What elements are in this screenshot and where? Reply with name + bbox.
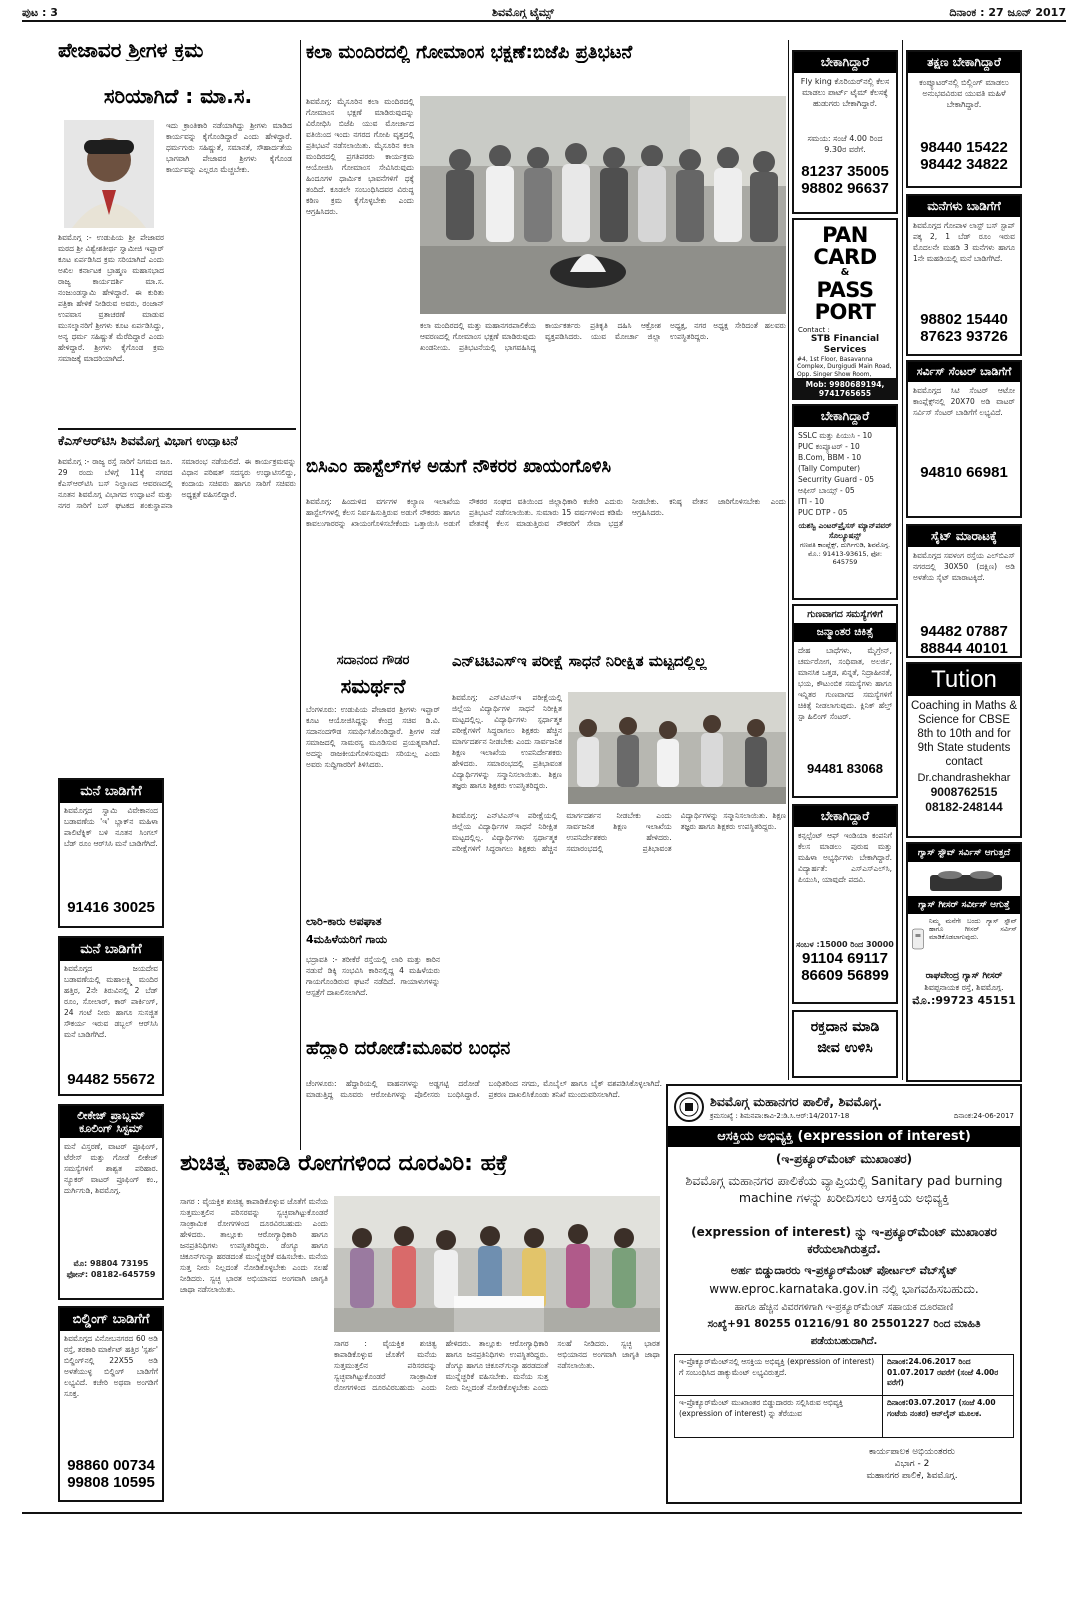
tution-body: Coaching in Maths & Science for CBSE 8th to 10th and for 9th State students contact — [910, 700, 1018, 768]
notice-eoi-title: ಆಸಕ್ತಿಯ ಅಭಿವ್ಯಕ್ತಿ (expression of interest) — [668, 1126, 1020, 1147]
headline-ksrtc: ಕೆಎಸ್‌ಆರ್‌ಟಿಸಿ ಶಿವಮೊಗ್ಗ ವಿಭಾಗ ಉದ್ಘಾಟನೆ — [58, 434, 238, 448]
job-list-item: Securrity Guard - 05 — [798, 475, 875, 484]
pejavar-body: ಶಿವಮೊಗ್ಗ :- ಉಡುಪಿಯ ಶ್ರೀ ಪೇಜಾವರ ಮಠದ ಶ್ರೀ ವಿಶ್ವೇಶತೀರ್ಥ ಸ್ವಾಮೀಜಿ ಇಫ್ತಾರ್ ಕೂಟ ಏರ್ಪಡಿಸಿದ ಕ್ರಮ ಸರಿಯಾಗಿದೆ ಎಂದು ಅಖಿಲ ಕರ್ನಾಟಕ ಬ್ರಾಹ್ಮಣ ಮಹಾಸಭಾದ ರಾಜ್ಯ ಕಾರ್ಯದರ್ಶಿ ಮಾ.ಸ. ನಂಜುಂಡಸ್ವಾಮಿ ಹೇಳಿದ್ದಾರೆ. ಈ ಕುರಿತು ಪತ್ರಿಕಾ ಹೇಳಿಕೆ ನೀಡಿರುವ ಅವರು, ರಂಜಾನ್ ಉಪವಾಸ ವ್ರತಾಚರಣೆ ಮಾಡುವ ಮುಸಲ್ಮಾನರಿಗೆ ಶ್ರೀಗಳು ಕೂಟ ಏರ್ಪಡಿಸಿದ್ದು, ಅನ್ಯ ಧರ್ಮ ಸಹಿಷ್ಣುತೆ ಮೆರೆದಿದ್ದಾರೆ ಎಂದು ಹೇಳಿದ್ದಾರೆ. ಶ್ರೀಗಳು ಕೈಗೊಂಡ ಕ್ರಮ ಸಮಾಜಕ್ಕೆ ಮಾದರಿಯಾಗಿದೆ. — [58, 233, 164, 363]
headline-pejavar-1: ಪೇಜಾವರ ಶ್ರೀಗಳ ಕ್ರಮ — [58, 40, 204, 61]
ad-phone: 91416 30025 — [67, 899, 155, 916]
column-rule — [300, 40, 301, 1150]
ad-title: ಮನೆ ಬಾಡಿಗೆಗೆ — [60, 938, 162, 961]
ad-phone: 98802 96637 — [801, 180, 889, 197]
job-list-item: B.Com, BBM - 10 — [798, 453, 862, 462]
job-list-item: PUC ಕಂಪ್ಯೂಟರ್ - 10 — [798, 442, 860, 451]
ad-title: ಬೇಕಾಗಿದ್ದಾರೆ — [794, 52, 896, 73]
ad-phone: ಫೋನ್: 08182-645759 — [66, 1270, 156, 1279]
pan-mobile: Mob: 9980689194, 9741765655 — [794, 378, 896, 400]
notice-body-2: (expression of interest) ನ್ನು ಇ-ಪ್ರಕ್ಯೂರ್‌ಮೆಂಟ್ ಮುಖಾಂತರ ಕರೆಯಲಾಗಿರುತ್ತದೆ. — [691, 1225, 997, 1256]
gas-mobile: ಮೊ.:99723 45151 — [912, 994, 1016, 1007]
ad-tution — [906, 662, 1022, 838]
cleanliness-body-cont: ಸಾಗರ : ವೈಯಕ್ತಿಕ ಶುಚಿತ್ವ ಕಾಪಾಡಿಕೊಳ್ಳುವ ಜೊತೆಗೆ ಮನೆಯ ಸುತ್ತಮುತ್ತಲಿನ ಪರಿಸರವನ್ನು ಸ್ವಚ್ಛವಾಗಿಟ್ಟುಕೊಂಡರೆ ಸಾಂಕ್ರಾಮಿಕ ರೋಗಗಳಿಂದ ದೂರವಿರಬಹುದು ಎಂದು ಹೇಳಿದರು. ತಾಲ್ಲೂಕು ಆರೋಗ್ಯಾಧಿಕಾರಿ ಹಾಗೂ ಜನಪ್ರತಿನಿಧಿಗಳು ಉಪಸ್ಥಿತರಿದ್ದರು. ಡೆಂಗ್ಯೂ ಹಾಗೂ ಚಿಕೂನ್‌ಗುನ್ಯಾ ಹರಡದಂತೆ ಮುನ್ನೆಚ್ಚರಿಕೆ ವಹಿಸಬೇಕು. ಮನೆಯ ಸುತ್ತ ನೀರು ನಿಲ್ಲದಂತೆ ನೋಡಿಕೊಳ್ಳಬೇಕು ಎಂದು ಸಲಹೆ ನೀಡಿದರು. ಸ್ವಚ್ಛ ಭಾರತ ಅಭಿಯಾನದ ಅಂಗವಾಗಿ ಜಾಗೃತಿ ಜಾಥಾ ನಡೆಸಲಾಯಿತು. — [334, 1339, 660, 1392]
ad-phone: 98442 34822 — [920, 156, 1008, 173]
ad-job-consultant — [792, 804, 898, 1004]
health-body: ದೇಹ ಬಾಧೆಗಳು, ಮೈಗ್ರೇನ್, ಚರ್ಮರೋಗ, ಸಂಧಿವಾತ, ಅಲರ್ಜಿ, ಮಾನಸಿಕ ಒತ್ತಡ, ಖಿನ್ನತೆ, ನಿದ್ರಾಹೀನತೆ, ಭಯ, ಕೌಟುಂಬಿಕ ಸಮಸ್ಯೆಗಳು ಹಾಗೂ ಇನ್ನಿತರ ಗುಣವಾಗದ ಸಮಸ್ಯೆಗಳಿಗೆ ಚಿಕಿತ್ಸೆ ನೀಡಲಾಗುವುದು. ಕ್ಲಿನಿಕ್ ಹೆಲ್ತ್ ಸ್ಪಾ ಹಿಲಿಂಗ್ ಸೆಂಟರ್. — [798, 646, 892, 721]
ad-phone: 94810 66981 — [920, 464, 1008, 481]
ad-site-sale — [906, 524, 1022, 658]
page-bottom-rule — [22, 1512, 1022, 1514]
column-rule — [788, 40, 789, 1080]
ad-phone: 91104 69117 — [802, 950, 888, 967]
geyser-title: ಗ್ಯಾಸ್ ಗೀಸರ್ ಸರ್ವೀಸ್ ಆಗುತ್ತೆ — [908, 896, 1020, 914]
ad-phone: 94482 55672 — [67, 1071, 155, 1088]
ad-phone: 98440 15422 — [920, 139, 1008, 156]
ad-body: ಶಿವಮೊಗ್ಗದ ಸ್ವಾಮಿ ವಿವೇಕಾನಂದ ಬಡಾವಣೆಯ 'ಇ' ಬ್ಲಾಕ್‌ನ ಮಹಿಳಾ ಪಾಲಿಟೆಕ್ನಿಕ್ ಬಳಿ ನೂತನ ಸಿಂಗಲ್ ಬೆಡ್ ರೂಂ ಆರ್‌ಸಿಸಿ ಮನೆ ಬಾಡಿಗೆಗಿದೆ. — [64, 806, 158, 848]
schedule-row-1-desc: ಇ-ಪ್ರೊಕ್ಯೂರ್‌ಮೆಂಟ್‌ನಲ್ಲಿ ಆಸಕ್ತಿಯ ಅಭಿವ್ಯಕ್ತಿ (expression of interest) ಗೆ ಸಂಬಂಧಿಸಿದ ಡಾಕ್ಯುಮೆಂಟ್ ಲಭ್ಯವಿರುತ್ತದೆ. — [675, 1355, 883, 1395]
gas-body: ನಿಮ್ಮ ಮನೆಗೇ ಬಂದು ಗ್ಯಾಸ್ ಸ್ಟೌವ್ ಹಾಗೂ ಗೀಸರ್ ಸರ್ವಿಸ್ ಮಾಡಿಕೊಡಲಾಗುವುದು. — [928, 917, 1017, 941]
tution-phone: 08182-248144 — [925, 800, 1003, 814]
ad-body: ಶಿವಮೊಗ್ಗದ ಸವಳಂಗ ರಸ್ತೆಯ ಎಲ್‌ಬಿಎಸ್ ನಗರದಲ್ಲಿ 30X50 (ದಕ್ಷಿಣ) ಅಡಿ ಅಳತೆಯ ಸೈಟ್ ಮಾರಾಟಕ್ಕಿದೆ. — [913, 551, 1015, 582]
passport-title: PASS PORT — [814, 278, 876, 323]
job-list-item: PUC DTP - 05 — [798, 508, 848, 517]
ad-phone: 87623 93726 — [920, 328, 1008, 345]
pejavar-lead: ಇದು ಕ್ರಾಂತಿಕಾರಿ ನಡೆಯಾಗಿದ್ದು ಶ್ರೀಗಳು ಮಾಡಿದ ಕಾರ್ಯವನ್ನು ಕೈಗೊಂಡಿದ್ದಾರೆ ಎಂದು ಹೇಳಿದ್ದಾರೆ. ಧರ್ಮಗುರು ಸಹಿಷ್ಣುತೆ, ಸಮಾನತೆ, ಸೌಹಾರ್ದತೆಯ ಭಾಗವಾಗಿ ಪೇಜಾವರ ಶ್ರೀಗಳು ಕೈಗೊಂಡ ಕಾರ್ಯವನ್ನು ಎಲ್ಲರೂ ಮೆಚ್ಚಬೇಕು. — [166, 121, 292, 174]
blood-line-1: ರಕ್ತದಾನ ಮಾಡಿ — [810, 1019, 880, 1035]
headline-accident-1: ಲಾರಿ-ಕಾರು ಅಪಘಾತ — [306, 916, 382, 928]
gas-address: ಶಿವಪ್ಪನಾಯಕ ರಸ್ತೆ, ಶಿವಮೊಗ್ಗ. — [924, 983, 1004, 992]
accident-body: ಭದ್ರಾವತಿ :- ತರೀಕೆರೆ ರಸ್ತೆಯಲ್ಲಿ ಲಾರಿ ಮತ್ತು ಕಾರಿನ ನಡುವೆ ಡಿಕ್ಕಿ ಸಂಭವಿಸಿ ಕಾರಿನಲ್ಲಿದ್ದ 4 ಮಹಿಳೆಯರು ಗಾಯಗೊಂಡಿರುವ ಘಟನೆ ನಡೆದಿದೆ. ಗಾಯಾಳುಗಳನ್ನು ಆಸ್ಪತ್ರೆಗೆ ದಾಖಲಿಸಲಾಗಿದೆ. — [306, 955, 440, 997]
headline-accident-2: 4ಮಹಿಳೆಯರಿಗೆ ಗಾಯ — [306, 934, 388, 946]
notice-website: www.eproc.karnataka.gov.in ನಲ್ಲಿ ಭಾಗವಹಿಸಬಹುದು. — [709, 1282, 979, 1296]
blood-line-2: ಜೀವ ಉಳಿಸಿ — [817, 1039, 873, 1056]
corporation-seal-icon — [674, 1092, 704, 1122]
health-subtitle: ಜನ್ಮಾಂತರ ಚಿಕಿತ್ಸೆ — [794, 623, 896, 642]
ad-body: ಕನ್ಸಲ್ಟೆಂಟ್ ಆಫ್ ಇಂಡಿಯಾ ಕಂಪನಿಗೆ ಕೆಲಸ ಮಾಡಲು ಪುರುಷ ಮತ್ತು ಮಹಿಳಾ ಅಭ್ಯರ್ಥಿಗಳು ಬೇಕಾಗಿದ್ದಾರೆ. ವಿದ್ಯಾರ್ಹತೆ: ಎಸ್‌ಎಸ್‌ಎಲ್‌ಸಿ, ಪಿಯುಸಿ, ಯಾವುದೇ ಪದವಿ. — [798, 831, 892, 884]
notice-ref-date: ದಿನಾಂಕ:24-06-2017 — [953, 1112, 1014, 1120]
headline-sadananda-2: ಸಮರ್ಥನೆ — [340, 676, 406, 697]
headline-bcm: ಬಿಸಿಎಂ ಹಾಸ್ಟೆಲ್‌ಗಳ ಅಡುಗೆ ನೌಕರರ ಖಾಯಂಗೊಳಿಸಿ — [306, 458, 612, 477]
notice-ref: ಕ್ರಮಸಂಖ್ಯೆ : ಶಿಮನಪಾ:ಕಾವಿ-2:ಡಿ.ಸಿ.ಆರ್:14/2017-18 — [710, 1112, 850, 1120]
cleanliness-photo — [334, 1196, 660, 1332]
job-list-item: (Tally Computer) — [798, 464, 861, 473]
notice-body-5: ಪಡೆಯಬಹುದಾಗಿದೆ. — [810, 1336, 878, 1347]
cleanliness-body: ಸಾಗರ : ವೈಯಕ್ತಿಕ ಶುಚಿತ್ವ ಕಾಪಾಡಿಕೊಳ್ಳುವ ಜೊತೆಗೆ ಮನೆಯ ಸುತ್ತಮುತ್ತಲಿನ ಪರಿಸರವನ್ನು ಸ್ವಚ್ಛವಾಗಿಟ್ಟುಕೊಂಡರೆ ಸಾಂಕ್ರಾಮಿಕ ರೋಗಗಳಿಂದ ದೂರವಿರಬಹುದು ಎಂದು ಹೇಳಿದರು. ತಾಲ್ಲೂಕು ಆರೋಗ್ಯಾಧಿಕಾರಿ ಹಾಗೂ ಜನಪ್ರತಿನಿಧಿಗಳು ಉಪಸ್ಥಿತರಿದ್ದರು. ಡೆಂಗ್ಯೂ ಹಾಗೂ ಚಿಕೂನ್‌ಗುನ್ಯಾ ಹರಡದಂತೆ ಮುನ್ನೆಚ್ಚರಿಕೆ ವಹಿಸಬೇಕು. ಮನೆಯ ಸುತ್ತ ನೀರು ನಿಲ್ಲದಂತೆ ನೋಡಿಕೊಳ್ಳಬೇಕು ಎಂದು ಸಲಹೆ ನೀಡಿದರು. ಸ್ವಚ್ಛ ಭಾರತ ಅಭಿಯಾನದ ಅಂಗವಾಗಿ ಜಾಗೃತಿ ಜಾಥಾ ನಡೆಸಲಾಯಿತು. — [180, 1197, 328, 1294]
ad-body: Fly king ಕೊರಿಯರ್‌ನಲ್ಲಿ ಕೆಲಸ ಮಾಡಲು ಪಾರ್ಟ್ ಟೈಮ್ ಕೆಲಸಕ್ಕೆ ಹುಡುಗರು ಬೇಕಾಗಿದ್ದಾರೆ. — [800, 77, 890, 108]
sign-line-3: ಮಹಾನಗರ ಪಾಲಿಕೆ, ಶಿವಮೊಗ್ಗ. — [866, 1471, 958, 1481]
gomamsa-body-cont: ಕಲಾ ಮಂದಿರದಲ್ಲಿ ಮತ್ತು ಮಹಾನಗರಪಾಲಿಕೆಯ ಆವರಣದಲ್ಲಿ ಗೋಮಾಂಸ ಭಕ್ಷಣೆ ಮಾಡಿರುವುದು ಖಂಡನೀಯ. ಪ್ರತಿಭಟನೆಯಲ್ಲಿ ಭಾಗವಹಿಸಿದ್ದ ಕಾರ್ಯಕರ್ತರು ಪ್ರತಿಕೃತಿ ದಹಿಸಿ ಆಕ್ರೋಶ ವ್ಯಕ್ತಪಡಿಸಿದರು. ಯುವ ಮೋರ್ಚಾ ಜಿಲ್ಲಾ ಅಧ್ಯಕ್ಷ, ನಗರ ಅಧ್ಯಕ್ಷ ಸೇರಿದಂತೆ ಹಲವರು ಉಪಸ್ಥಿತರಿದ್ದರು. — [420, 321, 786, 352]
portrait-photo — [64, 120, 154, 228]
job-company: ಯಶಸ್ವಿ ಎಂಟರ್‌ಪ್ರೈಸಸ್ ಮ್ಯಾನ್‌ಪವರ್ ಸೊಲ್ಯೂಷನ್ಸ್ — [798, 521, 892, 540]
pan-address: #4, 1st Floor, Basavanna Complex, Durgigudi Main Road, Opp. Singer Show Room, — [797, 355, 892, 378]
newspaper-title: ಶಿವಮೊಗ್ಗ ಟೈಮ್ಸ್ — [492, 6, 554, 19]
job-list — [794, 427, 896, 521]
pan-contact-label: Contact : — [798, 325, 830, 334]
ad-phone: 99808 10595 — [67, 1474, 155, 1491]
ad-house-rent-1 — [58, 778, 164, 928]
tution-phone: 9008762515 — [930, 785, 998, 799]
ad-health — [792, 604, 898, 798]
ad-urgent-job — [906, 50, 1022, 188]
page-number: ಪುಟ : 3 — [22, 6, 58, 19]
gas-company: ರಾಘವೇಂದ್ರ ಗ್ಯಾಸ್ ಗೀಸರ್ — [925, 971, 1003, 981]
ntts-body: ಶಿವಮೊಗ್ಗ: ಎನ್‌ಟಿಎಸ್‌ಇ ಪರೀಕ್ಷೆಯಲ್ಲಿ ಜಿಲ್ಲೆಯ ವಿದ್ಯಾರ್ಥಿಗಳ ಸಾಧನೆ ನಿರೀಕ್ಷಿತ ಮಟ್ಟದಲ್ಲಿಲ್ಲ. ವಿದ್ಯಾರ್ಥಿಗಳು ಸ್ಪರ್ಧಾತ್ಮಕ ಪರೀಕ್ಷೆಗಳಿಗೆ ಸಿದ್ಧರಾಗಲು ಶಿಕ್ಷಕರು ಹೆಚ್ಚಿನ ಮಾರ್ಗದರ್ಶನ ನೀಡಬೇಕು ಎಂದು ಸಾರ್ವಜನಿಕ ಶಿಕ್ಷಣ ಇಲಾಖೆಯ ಉಪನಿರ್ದೇಶಕರು ಹೇಳಿದರು. ಸಮಾರಂಭದಲ್ಲಿ ಪ್ರತಿಭಾವಂತ ವಿದ್ಯಾರ್ಥಿಗಳನ್ನು ಸನ್ಮಾನಿಸಲಾಯಿತು. ಶಿಕ್ಷಣ ತಜ್ಞರು ಹಾಗೂ ಶಿಕ್ಷಕರು ಉಪಸ್ಥಿತರಿದ್ದರು. — [452, 693, 562, 790]
ad-title: ಬೇಕಾಗಿದ್ದಾರೆ — [794, 406, 896, 427]
ad-title: ಬಿಲ್ಡಿಂಗ್ ಬಾಡಿಗೆಗೆ — [60, 1308, 162, 1331]
ad-service-center — [906, 360, 1022, 518]
schedule-row-1-date: ದಿನಾಂಕ:24.06.2017 ರಿಂದ 01.07.2017 ರವರೆಗೆ (ಸಂಜೆ 4.00ರ ವರೆಗೆ) — [887, 1357, 999, 1387]
ad-title: ಮನೆಗಳು ಬಾಡಿಗೆಗೆ — [908, 196, 1020, 217]
pan-title: PAN CARD — [813, 223, 877, 269]
protest-photo — [420, 96, 786, 314]
notice-subtitle: (ಇ-ಪ್ರಕ್ಯೂರ್‌ಮೆಂಟ್ ಮುಖಾಂತರ) — [775, 1152, 913, 1166]
ad-title: ಸರ್ವಿಸ್ ಸೆಂಟರ್ ಬಾಡಿಗೆಗೆ — [908, 362, 1020, 382]
geyser-block — [908, 914, 1020, 964]
ad-mobile: ಮೊ: 98804 73195 — [73, 1259, 149, 1268]
ad-body: ಶಿವಮೊಗ್ಗದ ಗೋಪಾಳ ಲಾಸ್ಟ್ ಬಸ್ ಸ್ಟಾಪ್ ಪಕ್ಕ 2, 1 ಬೆಡ್ ರೂಂ ಇರುವ ಮೊದಲನೇ ಮಹಡಿ 3 ಮನೆಗಳು ಹಾಗೂ 1ನೇ ಮಹಡಿಯಲ್ಲಿ ಮನೆ ಬಾಡಿಗೆಗಿದೆ. — [913, 221, 1015, 263]
job-list-item: ಆಫೀಸ್ ಬಾಯ್ಸ್ - 05 — [798, 486, 855, 495]
ad-job-list — [792, 404, 898, 600]
tution-title: Tution — [908, 664, 1020, 696]
column-rule — [902, 40, 903, 1080]
ad-phone: 98860 00734 — [67, 1457, 155, 1474]
schedule-row-2-desc: ಇ-ಪ್ರೊಕ್ಯೂರ್‌ಮೆಂಟ್ ಮುಖಾಂತರ ಬಿಡ್ಡುದಾರರು ಸಲ್ಲಿಸಿರುವ ಅಭಿವ್ಯಕ್ತಿ (expression of interest) ನ್ನು ತೆರೆಯುವ — [675, 1396, 883, 1437]
ad-body: ಶಿವಮೊಗ್ಗದ ಜಯದೇವ ಬಡಾವಣೆಯಲ್ಲಿ ಮಹಾಲಕ್ಷ್ಮಿ ಮಂದಿರ ಹತ್ತಿರ, 2ನೇ ತಿರುವಿನಲ್ಲಿ 2 ಬೆಡ್ ರೂಂ, ಸೋಲಾರ್, ಕಾರ್ ಪಾರ್ಕಿಂಗ್, 24 ಗಂಟೆ ನೀರು ಹಾಗೂ ಸುಸಜ್ಜಿತ ಸೌಕರ್ಯ ಇರುವ ಡಬ್ಬಲ್ ಆರ್‌ಸಿಸಿ ಮನೆ ಬಾಡಿಗೆಗಿದೆ. — [64, 964, 158, 1039]
notice-body-4: ಹಾಗೂ ಹೆಚ್ಚಿನ ವಿವರಗಳಿಗಾಗಿ ಇ-ಪ್ರಕ್ಯೂರ್‌ಮೆಂಟ್ ಸಹಾಯಕ ದೂರವಾಣಿ — [734, 1302, 954, 1313]
ad-pan-passport — [792, 218, 898, 400]
ad-phone: 86609 56899 — [801, 967, 889, 984]
ntts-photo — [568, 692, 786, 804]
notice-signature — [812, 1446, 1012, 1482]
ad-title: ತಕ್ಷಣ ಬೇಕಾಗಿದ್ದಾರೆ — [908, 52, 1020, 73]
issue-date: ದಿನಾಂಕ : 27 ಜೂನ್ 2017 — [949, 6, 1066, 19]
ad-title: ಲೀಕೇಜ್ ಪ್ರಾಬ್ಲಮ್ ಕೂಲಿಂಗ್ ಸಿಸ್ಟಮ್ — [60, 1106, 162, 1138]
headline-sadananda-1: ಸದಾನಂದ ಗೌಡರ — [336, 654, 410, 668]
notice-helpline: ಸಂಖ್ಯೆ+91 80255 01216/91 80 25501227 ರಿಂದ ಮಾಹಿತಿ — [707, 1318, 981, 1330]
ad-body: ಮನೆ ವಿಸ್ತರಣೆ, ವಾಟರ್ ಪ್ರೂಫಿಂಗ್, ಟೆರೇಸ್ ಮತ್ತು ಗೋಡೆ ಲೀಕೇಜ್ ಸಮಸ್ಯೆಗಳಿಗೆ ಶಾಶ್ವತ ಪರಿಹಾರ. ನ್ಯೂಕರ್ ವಾಟರ್ ಪ್ರೂಫಿಂಗ್ ಕಂ., ದುರ್ಗಿಗುಡಿ, ಶಿವಮೊಗ್ಗ. — [64, 1142, 158, 1195]
notice-expression-of-interest — [666, 1084, 1022, 1504]
job-list-item: ITI - 10 — [798, 497, 825, 506]
ksrtc-body: ಶಿವಮೊಗ್ಗ :- ರಾಜ್ಯ ರಸ್ತೆ ಸಾರಿಗೆ ನಿಗಮದ ಜೂ. 29 ರಂದು ಬೆಳಿಗ್ಗೆ 11ಕ್ಕೆ ನಗರದ ಕೆಎಸ್‌ಆರ್‌ಟಿಸಿ ಬಸ್ ನಿಲ್ದಾಣದ ಆವರಣದಲ್ಲಿ ನೂತನ ಶಿವಮೊಗ್ಗ ವಿಭಾಗದ ಉದ್ಘಾಟನೆ ಮತ್ತು ನಗರ ಸಾರಿಗೆ ಬಸ್ ಘಟಕದ ಶಂಕುಸ್ಥಾಪನಾ ಸಮಾರಂಭ ನಡೆಯಲಿದೆ. ಈ ಕಾರ್ಯಕ್ರಮವನ್ನು ವಿಧಾನ ಪರಿಷತ್ ಸದಸ್ಯರು ಉದ್ಘಾಟಿಸಲಿದ್ದು, ಕಂದಾಯ ಸಚಿವರು ಹಾಗೂ ಸಾರಿಗೆ ಸಚಿವರು ಅಧ್ಯಕ್ಷತೆ ವಹಿಸಲಿದ್ದಾರೆ. — [58, 457, 296, 510]
job-list-item: SSLC ಮತ್ತು ಪಿಯುಸಿ - 10 — [798, 431, 873, 440]
headline-pejavar-2: ಸರಿಯಾಗಿದೆ : ಮಾ.ಸ. — [103, 86, 253, 107]
ad-time: ಸಮಯ: ಸಂಜೆ 4.00 ರಿಂದ 9.30ರ ವರೆಗೆ. — [807, 134, 883, 154]
gas-stove-image — [908, 862, 1020, 896]
highway-robbery-body: ಚೆಂಗಳೂರು: ಹೆದ್ದಾರಿಯಲ್ಲಿ ವಾಹನಗಳನ್ನು ಅಡ್ಡಗಟ್ಟಿ ದರೋಡೆ ಮಾಡುತ್ತಿದ್ದ ಮೂವರು ಆರೋಪಿಗಳನ್ನು ಪೊಲೀಸರು ಬಂಧಿಸಿದ್ದಾರೆ. ಬಂಧಿತರಿಂದ ನಗದು, ಮೊಬೈಲ್ ಹಾಗೂ ಬೈಕ್ ವಶಪಡಿಸಿಕೊಳ್ಳಲಾಗಿದೆ. ಪ್ರಕರಣ ದಾಖಲಿಸಿಕೊಂಡು ತನಿಖೆ ಮುಂದುವರಿಸಲಾಗಿದೆ. — [306, 1079, 662, 1099]
sadananda-body: ಬೆಂಗಳೂರು: ಉಡುಪಿಯ ಪೇಜಾವರ ಶ್ರೀಗಳು ಇಫ್ತಾರ್ ಕೂಟ ಆಯೋಜಿಸಿದ್ದನ್ನು ಕೇಂದ್ರ ಸಚಿವ ಡಿ.ವಿ. ಸದಾನಂದಗೌಡ ಸಮರ್ಥಿಸಿಕೊಂಡಿದ್ದಾರೆ. ಶ್ರೀಗಳ ನಡೆ ಸಮಾಜದಲ್ಲಿ ಸಾಮರಸ್ಯ ಮೂಡಿಸುವ ಪ್ರಯತ್ನವಾಗಿದೆ. ಅದನ್ನು ರಾಜಕೀಯಗೊಳಿಸುವುದು ಸರಿಯಲ್ಲ ಎಂದು ಅವರು ಸುದ್ದಿಗಾರರಿಗೆ ತಿಳಿಸಿದರು. — [306, 705, 440, 769]
ntts-body-cont: ಶಿವಮೊಗ್ಗ: ಎನ್‌ಟಿಎಸ್‌ಇ ಪರೀಕ್ಷೆಯಲ್ಲಿ ಜಿಲ್ಲೆಯ ವಿದ್ಯಾರ್ಥಿಗಳ ಸಾಧನೆ ನಿರೀಕ್ಷಿತ ಮಟ್ಟದಲ್ಲಿಲ್ಲ. ವಿದ್ಯಾರ್ಥಿಗಳು ಸ್ಪರ್ಧಾತ್ಮಕ ಪರೀಕ್ಷೆಗಳಿಗೆ ಸಿದ್ಧರಾಗಲು ಶಿಕ್ಷಕರು ಹೆಚ್ಚಿನ ಮಾರ್ಗದರ್ಶನ ನೀಡಬೇಕು ಎಂದು ಸಾರ್ವಜನಿಕ ಶಿಕ್ಷಣ ಇಲಾಖೆಯ ಉಪನಿರ್ದೇಶಕರು ಹೇಳಿದರು. ಸಮಾರಂಭದಲ್ಲಿ ಪ್ರತಿಭಾವಂತ ವಿದ್ಯಾರ್ಥಿಗಳನ್ನು ಸನ್ಮಾನಿಸಲಾಯಿತು. ಶಿಕ್ಷಣ ತಜ್ಞರು ಹಾಗೂ ಶಿಕ್ಷಕರು ಉಪಸ್ಥಿತರಿದ್ದರು. — [452, 811, 786, 853]
ad-salary: ಸಂಬಳ :15000 ರಿಂದ 30000 — [796, 940, 894, 949]
ad-title: ಸೈಟ್ ಮಾರಾಟಕ್ಕೆ — [908, 526, 1020, 547]
divider — [58, 428, 296, 430]
headline-ntts: ಎನ್‌ಟಿಟಿಎಸ್‌ಇ ಪರೀಕ್ಷೆ ಸಾಧನೆ ನಿರೀಕ್ಷಿತ ಮಟ್ಟದಲ್ಲಿಲ್ಲ — [452, 654, 707, 670]
headline-gomamsa: ಕಲಾ ಮಂದಿರದಲ್ಲಿ ಗೋಮಾಂಸ ಭಕ್ಷಣೆ:ಬಿಜೆಪಿ ಪ್ರತಿಭಟನೆ — [306, 44, 633, 63]
page-header — [22, 6, 1066, 22]
gomamsa-body: ಶಿವಮೊಗ್ಗ: ಮೈಸೂರಿನ ಕಲಾ ಮಂದಿರದಲ್ಲಿ ಗೋಮಾಂಸ ಭಕ್ಷಣೆ ಮಾಡಿರುವುದನ್ನು ವಿರೋಧಿಸಿ ಬಿಜೆಪಿ ಯುವ ಮೋರ್ಚಾದ ವತಿಯಿಂದ ಇಂದು ನಗರದ ಗೋಪಿ ವೃತ್ತದಲ್ಲಿ ಪ್ರತಿಭಟನೆ ನಡೆಸಲಾಯಿತು. ಮೈಸೂರಿನ ಕಲಾ ಮಂದಿರದಲ್ಲಿ ಪ್ರಗತಿಪರರು ಕಾರ್ಯಕ್ರಮ ಆಯೋಜಿಸಿ ಗೋಮಾಂಸ ಸೇವಿಸಿರುವುದು ಹಿಂದೂಗಳ ಧಾರ್ಮಿಕ ಭಾವನೆಗಳಿಗೆ ಧಕ್ಕೆ ತಂದಿದೆ. ಕೂಡಲೇ ಸಂಬಂಧಿಸಿದವರ ವಿರುದ್ಧ ಕಠಿಣ ಕ್ರಮ ಕೈಗೊಳ್ಳಬೇಕು ಎಂದು ಆಗ್ರಹಿಸಿದರು. — [306, 97, 414, 216]
ad-leakage — [58, 1104, 164, 1300]
health-phone: 94481 83068 — [807, 761, 883, 776]
notice-org: ಶಿವಮೊಗ್ಗ ಮಹಾನಗರ ಪಾಲಿಕೆ, ಶಿವಮೊಗ್ಗ. — [710, 1094, 883, 1109]
notice-body-3: ಅರ್ಹ ಬಿಡ್ಡುದಾರರು ಇ-ಪ್ರಕ್ಯೂರ್‌ಮೆಂಟ್ ಪೋರ್ಟಲ್ ವೆಬ್‌ಸೈಟ್ — [730, 1264, 958, 1277]
pan-amp: & — [840, 268, 850, 279]
ad-title: ಬೇಕಾಗಿದ್ದಾರೆ — [794, 806, 896, 827]
ad-body: ಶಿವಮೊಗ್ಗದ ಸಿಟಿ ಸೆಂಟರ್ ಆಟೋ ಕಾಂಪ್ಲೆಕ್ಸ್‌ನಲ್ಲಿ 20X70 ಅಡಿ ವಾಟರ್ ಸರ್ವಿಸ್ ಸೆಂಟರ್ ಬಾಡಿಗೆಗೆ ಲಭ್ಯವಿದೆ. — [913, 386, 1015, 417]
ad-house-rent-2 — [58, 936, 164, 1096]
ad-gas-service — [906, 842, 1022, 1082]
headline-highway-robbery: ಹೆದ್ದಾರಿ ದರೋಡೆ:ಮೂವರ ಬಂಧನ — [306, 1040, 511, 1059]
ad-blood-donation — [792, 1010, 898, 1078]
job-address: ಗಣಪತಿ ಕಾಂಪ್ಲೆಕ್ಸ್, ದುರ್ಗಿಗುಡಿ, ಶಿವಮೊಗ್ಗ. ಮೊ.: 91413-93615, ಫೋ: 645759 — [799, 541, 891, 566]
geyser-icon — [911, 917, 925, 961]
pan-company: STB Financial Services — [810, 333, 880, 355]
notice-body-1: ಶಿವಮೊಗ್ಗ ಮಹಾನಗರ ಪಾಲಿಕೆಯ ವ್ಯಾಪ್ತಿಯಲ್ಲಿ Sanitary pad burning machine ಗಳನ್ನು ಖರೀದಿಸಲು ಆಸಕ್ತಿಯ ಅಭಿವ್ಯಕ್ತಿ — [685, 1173, 1003, 1205]
ad-building-rent — [58, 1306, 164, 1502]
health-title: ಗುಣವಾಗದ ಸಮಸ್ಯೆಗಳಿಗೆ — [807, 609, 883, 620]
sign-line-2: ವಿಭಾಗ - 2 — [894, 1459, 930, 1469]
ad-body: ಕಂಪ್ಯೂಟರ್‌ನಲ್ಲಿ ಬಿಲ್ಲಿಂಗ್ ಮಾಡಲು ಅನುಭವವಿರುವ ಯುವತಿ ಮಹಿಳೆ ಬೇಕಾಗಿದ್ದಾರೆ. — [919, 78, 1009, 109]
bcm-body: ಶಿವಮೊಗ್ಗ: ಹಿಂದುಳಿದ ವರ್ಗಗಳ ಕಲ್ಯಾಣ ಇಲಾಖೆಯ ಹಾಸ್ಟೆಲ್‌ಗಳಲ್ಲಿ ಕೆಲಸ ನಿರ್ವಹಿಸುತ್ತಿರುವ ಅಡುಗೆ ನೌಕರರು ಹಾಗೂ ಕಾವಲುಗಾರರನ್ನು ಖಾಯಂಗೊಳಿಸಬೇಕೆಂದು ಒತ್ತಾಯಿಸಿ ಅಡುಗೆ ನೌಕರರ ಸಂಘದ ವತಿಯಿಂದ ಜಿಲ್ಲಾಧಿಕಾರಿ ಕಚೇರಿ ಎದುರು ಪ್ರತಿಭಟನೆ ನಡೆಸಲಾಯಿತು. ಸುಮಾರು 15 ವರ್ಷಗಳಿಂದ ಕಡಿಮೆ ವೇತನಕ್ಕೆ ಕೆಲಸ ಮಾಡುತ್ತಿರುವ ನೌಕರರಿಗೆ ಸೇವಾ ಭದ್ರತೆ ನೀಡಬೇಕು. ಕನಿಷ್ಠ ವೇತನ ಜಾರಿಗೊಳಿಸಬೇಕು ಎಂದು ಆಗ್ರಹಿಸಿದರು. — [306, 497, 786, 528]
ad-houses-rent — [906, 194, 1022, 356]
schedule-row-2-date: ದಿನಾಂಕ:03.07.2017 (ಸಂಜೆ 4.00 ಗಂಟೆಯ ನಂತರ) ಆನ್‌ಲೈನ್ ಮೂಲಕ. — [887, 1398, 996, 1418]
ad-job-flyking — [792, 50, 898, 214]
notice-schedule-table — [674, 1354, 1014, 1438]
ad-body: ಶಿವಮೊಗ್ಗದ ವಿನೋಬನಗರದ 60 ಅಡಿ ರಸ್ತೆ, ತರಕಾರಿ ಮಾರ್ಕೆಟ್ ಹತ್ತಿರ 'ಸ್ಪರ್ಶ' ಬಿಲ್ಡಿಂಗ್‌ನಲ್ಲಿ 22X55 ಅಡಿ ಅಳತೆಯುಳ್ಳ ಬಿಲ್ಡಿಂಗ್ ಬಾಡಿಗೆಗೆ ಲಭ್ಯವಿದೆ. ಕಚೇರಿ ಅಥವಾ ಅಂಗಡಿಗೆ ಸೂಕ್ತ. — [64, 1334, 158, 1398]
headline-cleanliness: ಶುಚಿತ್ವ ಕಾಪಾಡಿ ರೋಗಗಳಿಂದ ದೂರವಿರಿ: ಹಕ್ರೆ — [180, 1152, 508, 1176]
ad-title: ಮನೆ ಬಾಡಿಗೆಗೆ — [60, 780, 162, 803]
ad-phone: 98802 15440 — [920, 311, 1008, 328]
ad-phone: 88844 40101 — [920, 640, 1008, 657]
ad-phone: 94482 07887 — [920, 623, 1008, 640]
tution-name: Dr.chandrashekhar — [917, 772, 1011, 784]
gas-title: ಗ್ಯಾಸ್ ಸ್ಟೌವ್ ಸರ್ವಿಸ್ ಆಗುತ್ತದೆ — [908, 844, 1020, 862]
ad-phone: 81237 35005 — [801, 163, 889, 180]
sign-line-1: ಕಾರ್ಯಪಾಲಕ ಅಭಿಯಂತರರು — [869, 1447, 955, 1457]
